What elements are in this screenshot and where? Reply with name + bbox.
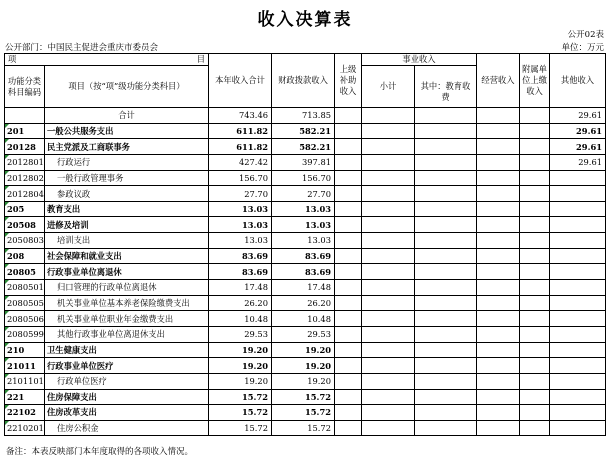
cell-marker-icon: [5, 171, 9, 175]
header-edu: 其中：教育收费: [415, 78, 477, 108]
cell-code-text: 2210201: [7, 423, 44, 434]
header-subtotal: 小计: [362, 66, 415, 108]
cell-other: [550, 217, 606, 233]
cell-affiliated: [520, 342, 550, 358]
cell-edu: [415, 326, 477, 342]
cell-upper: [335, 326, 362, 342]
cell-operating: [477, 389, 520, 405]
cell-fiscal: 83.69: [272, 264, 335, 280]
cell-fiscal: 713.85: [272, 108, 335, 124]
cell-marker-icon: [5, 249, 9, 253]
cell-edu: [415, 280, 477, 296]
cell-code-text: 22102: [7, 407, 36, 418]
cell-other: [550, 311, 606, 327]
cell-marker-icon: [5, 405, 9, 409]
cell-marker-icon: [5, 421, 9, 425]
cell-marker-icon: [5, 217, 9, 221]
cell-marker-icon: [5, 390, 9, 394]
cell-subtotal: [362, 295, 415, 311]
cell-operating: [477, 326, 520, 342]
cell-name: 行政事业单位医疗: [45, 358, 209, 374]
cell-operating: [477, 248, 520, 264]
cell-name: 进修及培训: [45, 217, 209, 233]
header-xiang: 项: [8, 54, 17, 64]
cell-upper: [335, 170, 362, 186]
cell-fiscal: 582.21: [272, 139, 335, 155]
cell-subtotal: [362, 217, 415, 233]
cell-code: [5, 405, 45, 421]
income-table: [4, 53, 606, 436]
cell-total: 13.03: [209, 201, 272, 217]
cell-fiscal: 13.03: [272, 201, 335, 217]
cell-subtotal: [362, 358, 415, 374]
cell-fiscal: 19.20: [272, 373, 335, 389]
table-row: [5, 233, 606, 249]
cell-code-text: 2012801: [7, 157, 44, 168]
cell-affiliated: [520, 201, 550, 217]
cell-code: [5, 217, 45, 233]
cell-total: 15.72: [209, 405, 272, 421]
cell-code-text: 2080501: [7, 282, 44, 293]
header-xiang-mu: [5, 54, 209, 66]
cell-subtotal: [362, 108, 415, 124]
cell-upper: [335, 123, 362, 139]
table-row: [5, 248, 606, 264]
table-body: [5, 108, 606, 436]
cell-name: 机关事业单位基本养老保险缴费支出: [45, 295, 209, 311]
cell-fiscal: 13.03: [272, 217, 335, 233]
cell-code-text: 2080506: [7, 313, 44, 324]
cell-total: 19.20: [209, 373, 272, 389]
cell-upper: [335, 405, 362, 421]
cell-fiscal: 19.20: [272, 342, 335, 358]
cell-upper: [335, 186, 362, 202]
cell-edu: [415, 342, 477, 358]
cell-edu: [415, 405, 477, 421]
cell-code: [5, 326, 45, 342]
cell-fiscal: 19.20: [272, 358, 335, 374]
table-row: [5, 311, 606, 327]
cell-code: [5, 373, 45, 389]
cell-subtotal: [362, 342, 415, 358]
cell-upper: [335, 217, 362, 233]
cell-upper: [335, 233, 362, 249]
cell-code: [5, 154, 45, 170]
cell-operating: [477, 233, 520, 249]
cell-affiliated: [520, 186, 550, 202]
cell-subtotal: [362, 201, 415, 217]
table-row: [5, 217, 606, 233]
table-row: [5, 108, 606, 124]
cell-affiliated: [520, 123, 550, 139]
cell-affiliated: [520, 389, 550, 405]
cell-edu: [415, 389, 477, 405]
cell-other: [550, 326, 606, 342]
cell-operating: [477, 420, 520, 436]
cell-operating: [477, 295, 520, 311]
cell-total: 427.42: [209, 154, 272, 170]
cell-affiliated: [520, 311, 550, 327]
cell-affiliated: [520, 154, 550, 170]
cell-total: 156.70: [209, 170, 272, 186]
cell-upper: [335, 420, 362, 436]
table-row: [5, 170, 606, 186]
cell-marker-icon: [5, 186, 9, 190]
cell-other: 29.61: [550, 154, 606, 170]
cell-code-text: 20128: [7, 141, 36, 152]
cell-marker-icon: [5, 374, 9, 378]
cell-operating: [477, 373, 520, 389]
cell-marker-icon: [5, 343, 9, 347]
cell-fiscal: 26.20: [272, 295, 335, 311]
cell-edu: [415, 233, 477, 249]
cell-other: [550, 186, 606, 202]
cell-code: [5, 389, 45, 405]
table-row: [5, 342, 606, 358]
cell-code: [5, 201, 45, 217]
cell-subtotal: [362, 405, 415, 421]
cell-edu: [415, 373, 477, 389]
cell-upper: [335, 264, 362, 280]
cell-edu: [415, 311, 477, 327]
cell-operating: [477, 154, 520, 170]
cell-fiscal: 15.72: [272, 389, 335, 405]
cell-other: [550, 264, 606, 280]
cell-other: [550, 170, 606, 186]
cell-affiliated: [520, 248, 550, 264]
cell-marker-icon: [5, 139, 9, 143]
cell-other: [550, 201, 606, 217]
cell-other: [550, 280, 606, 296]
table-row: [5, 420, 606, 436]
cell-name: 行政单位医疗: [45, 373, 209, 389]
cell-edu: [415, 217, 477, 233]
cell-subtotal: [362, 233, 415, 249]
cell-affiliated: [520, 264, 550, 280]
cell-subtotal: [362, 280, 415, 296]
cell-marker-icon: [5, 358, 9, 362]
cell-marker-icon: [5, 124, 9, 128]
cell-code-text: 2012804: [7, 188, 44, 199]
cell-total: 27.70: [209, 186, 272, 202]
table-row: [5, 389, 606, 405]
cell-marker-icon: [5, 233, 9, 237]
table-row: [5, 295, 606, 311]
cell-fiscal: 156.70: [272, 170, 335, 186]
cell-edu: [415, 186, 477, 202]
cell-edu: [415, 123, 477, 139]
page-title: 收入决算表: [257, 10, 353, 30]
cell-other: 29.61: [550, 108, 606, 124]
cell-marker-icon: [5, 327, 9, 331]
cell-other: [550, 248, 606, 264]
cell-code: [5, 233, 45, 249]
cell-subtotal: [362, 170, 415, 186]
cell-edu: [415, 139, 477, 155]
cell-code: [5, 295, 45, 311]
cell-code: [5, 139, 45, 155]
cell-total: 15.72: [209, 389, 272, 405]
cell-marker-icon: [5, 311, 9, 315]
cell-other: [550, 342, 606, 358]
cell-code: [5, 123, 45, 139]
cell-name: 行政运行: [45, 154, 209, 170]
cell-affiliated: [520, 326, 550, 342]
cell-fiscal: 15.72: [272, 420, 335, 436]
cell-edu: [415, 248, 477, 264]
department-label: 公开部门：中国民主促进会重庆市委员会: [5, 43, 159, 53]
cell-name: 机关事业单位职业年金缴费支出: [45, 311, 209, 327]
cell-marker-icon: [5, 155, 9, 159]
table-row: [5, 154, 606, 170]
cell-marker-icon: [5, 202, 9, 206]
cell-name: 行政事业单位离退休: [45, 264, 209, 280]
cell-code-text: 210: [7, 344, 25, 355]
cell-code-text: 2080505: [7, 298, 44, 308]
cell-fiscal: 15.72: [272, 405, 335, 421]
cell-total: 29.53: [209, 326, 272, 342]
cell-total: 13.03: [209, 233, 272, 249]
footnote: 备注：本表反映部门本年度取得的各项收入情况。: [6, 447, 194, 457]
table-row: [5, 373, 606, 389]
header-operating: 经营收入: [477, 54, 520, 108]
cell-total: 743.46: [209, 108, 272, 124]
header-code: 功能分类科目编码: [5, 66, 45, 108]
cell-name: 住房保障支出: [45, 389, 209, 405]
table-row: [5, 264, 606, 280]
cell-operating: [477, 108, 520, 124]
cell-code-text: 221: [7, 391, 25, 402]
cell-subtotal: [362, 123, 415, 139]
cell-edu: [415, 358, 477, 374]
table-row: [5, 201, 606, 217]
cell-subtotal: [362, 311, 415, 327]
cell-operating: [477, 186, 520, 202]
cell-affiliated: [520, 233, 550, 249]
cell-total: 13.03: [209, 217, 272, 233]
table-row: [5, 186, 606, 202]
cell-edu: [415, 420, 477, 436]
cell-name: 归口管理的行政单位离退休: [45, 280, 209, 296]
cell-name: 卫生健康支出: [45, 342, 209, 358]
cell-fiscal: 13.03: [272, 233, 335, 249]
cell-total: 26.20: [209, 295, 272, 311]
cell-upper: [335, 342, 362, 358]
cell-affiliated: [520, 217, 550, 233]
cell-affiliated: [520, 295, 550, 311]
cell-name: 参政议政: [45, 186, 209, 202]
cell-total: 83.69: [209, 264, 272, 280]
cell-edu: [415, 108, 477, 124]
unit-label: 单位：万元: [561, 43, 604, 53]
cell-other: 29.61: [550, 123, 606, 139]
header-other: 其他收入: [550, 54, 606, 108]
table-row: [5, 358, 606, 374]
cell-operating: [477, 139, 520, 155]
header-career-gap: [415, 66, 477, 78]
cell-name: 住房公积金: [45, 420, 209, 436]
cell-fiscal: 10.48: [272, 311, 335, 327]
cell-upper: [335, 295, 362, 311]
cell-total: 83.69: [209, 248, 272, 264]
cell-affiliated: [520, 358, 550, 374]
cell-code-text: 20805: [7, 266, 36, 277]
cell-upper: [335, 108, 362, 124]
cell-marker-icon: [5, 280, 9, 284]
cell-name: 社会保障和就业支出: [45, 248, 209, 264]
cell-total: 10.48: [209, 311, 272, 327]
cell-upper: [335, 154, 362, 170]
cell-code: [5, 264, 45, 280]
cell-code-text: 208: [7, 251, 25, 262]
cell-name: 合计: [45, 108, 209, 124]
header-career: 事业收入: [362, 54, 477, 66]
cell-name: 住房改革支出: [45, 405, 209, 421]
cell-affiliated: [520, 373, 550, 389]
cell-subtotal: [362, 186, 415, 202]
cell-upper: [335, 248, 362, 264]
cell-name: 教育支出: [45, 201, 209, 217]
cell-code: [5, 186, 45, 202]
cell-fiscal: 397.81: [272, 154, 335, 170]
cell-upper: [335, 201, 362, 217]
cell-affiliated: [520, 405, 550, 421]
cell-code: [5, 420, 45, 436]
cell-subtotal: [362, 389, 415, 405]
cell-affiliated: [520, 170, 550, 186]
cell-operating: [477, 342, 520, 358]
cell-other: [550, 420, 606, 436]
cell-affiliated: [520, 139, 550, 155]
cell-affiliated: [520, 420, 550, 436]
cell-upper: [335, 311, 362, 327]
cell-subtotal: [362, 264, 415, 280]
cell-upper: [335, 389, 362, 405]
cell-code: [5, 311, 45, 327]
cell-edu: [415, 170, 477, 186]
cell-other: [550, 233, 606, 249]
cell-operating: [477, 405, 520, 421]
cell-other: 29.61: [550, 139, 606, 155]
cell-name: 一般行政管理事务: [45, 170, 209, 186]
cell-operating: [477, 217, 520, 233]
cell-other: [550, 358, 606, 374]
cell-upper: [335, 280, 362, 296]
cell-upper: [335, 373, 362, 389]
header-total: 本年收入合计: [209, 54, 272, 108]
cell-code-text: 2101101: [7, 376, 44, 387]
cell-fiscal: 582.21: [272, 123, 335, 139]
cell-subtotal: [362, 154, 415, 170]
cell-edu: [415, 264, 477, 280]
cell-total: 19.20: [209, 342, 272, 358]
cell-operating: [477, 280, 520, 296]
table-row: [5, 139, 606, 155]
cell-fiscal: 29.53: [272, 326, 335, 342]
cell-other: [550, 373, 606, 389]
cell-code: [5, 170, 45, 186]
cell-edu: [415, 295, 477, 311]
cell-name: 培训支出: [45, 233, 209, 249]
cell-operating: [477, 123, 520, 139]
cell-code-text: 201: [7, 125, 25, 136]
cell-marker-icon: [5, 296, 9, 300]
cell-edu: [415, 201, 477, 217]
header-name: 项目（按“项”级功能分类科目）: [45, 66, 209, 108]
cell-name: 一般公共服务支出: [45, 123, 209, 139]
cell-upper: [335, 139, 362, 155]
cell-code-text: 20508: [7, 219, 36, 230]
cell-subtotal: [362, 248, 415, 264]
cell-edu: [415, 154, 477, 170]
cell-marker-icon: [5, 264, 9, 268]
cell-upper: [335, 358, 362, 374]
header-upper: 上级补助收入: [335, 54, 362, 108]
cell-total: 611.82: [209, 123, 272, 139]
cell-operating: [477, 311, 520, 327]
cell-total: 15.72: [209, 420, 272, 436]
cell-code: [5, 280, 45, 296]
cell-code-text: 205: [7, 204, 25, 215]
cell-operating: [477, 201, 520, 217]
table-row: [5, 280, 606, 296]
table-row: [5, 326, 606, 342]
header-fiscal: 财政拨款收入: [272, 54, 335, 108]
cell-total: 611.82: [209, 139, 272, 155]
cell-other: [550, 389, 606, 405]
cell-subtotal: [362, 326, 415, 342]
cell-fiscal: 83.69: [272, 248, 335, 264]
cell-name: 民主党派及工商联事务: [45, 139, 209, 155]
cell-other: [550, 295, 606, 311]
cell-total: 17.48: [209, 280, 272, 296]
cell-other: [550, 405, 606, 421]
cell-subtotal: [362, 420, 415, 436]
cell-total: 19.20: [209, 358, 272, 374]
cell-code-text: 21011: [7, 360, 36, 371]
cell-code-text: 2012802: [7, 172, 44, 183]
cell-fiscal: 17.48: [272, 280, 335, 296]
cell-code: [5, 358, 45, 374]
cell-code: [5, 248, 45, 264]
cell-subtotal: [362, 139, 415, 155]
cell-code-text: 2050803: [7, 235, 44, 246]
cell-affiliated: [520, 280, 550, 296]
cell-fiscal: 27.70: [272, 186, 335, 202]
table-row: [5, 405, 606, 421]
cell-operating: [477, 358, 520, 374]
header-mu: 目: [196, 54, 205, 64]
cell-operating: [477, 170, 520, 186]
cell-operating: [477, 264, 520, 280]
cell-code-text: 2080599: [7, 329, 44, 340]
cell-code: [5, 108, 45, 124]
table-row: [5, 123, 606, 139]
cell-name: 其他行政事业单位离退休支出: [45, 326, 209, 342]
form-number: 公开02表: [567, 30, 604, 40]
header-affiliated: 附属单位上缴收入: [520, 54, 550, 108]
cell-subtotal: [362, 373, 415, 389]
cell-code: [5, 342, 45, 358]
cell-affiliated: [520, 108, 550, 124]
